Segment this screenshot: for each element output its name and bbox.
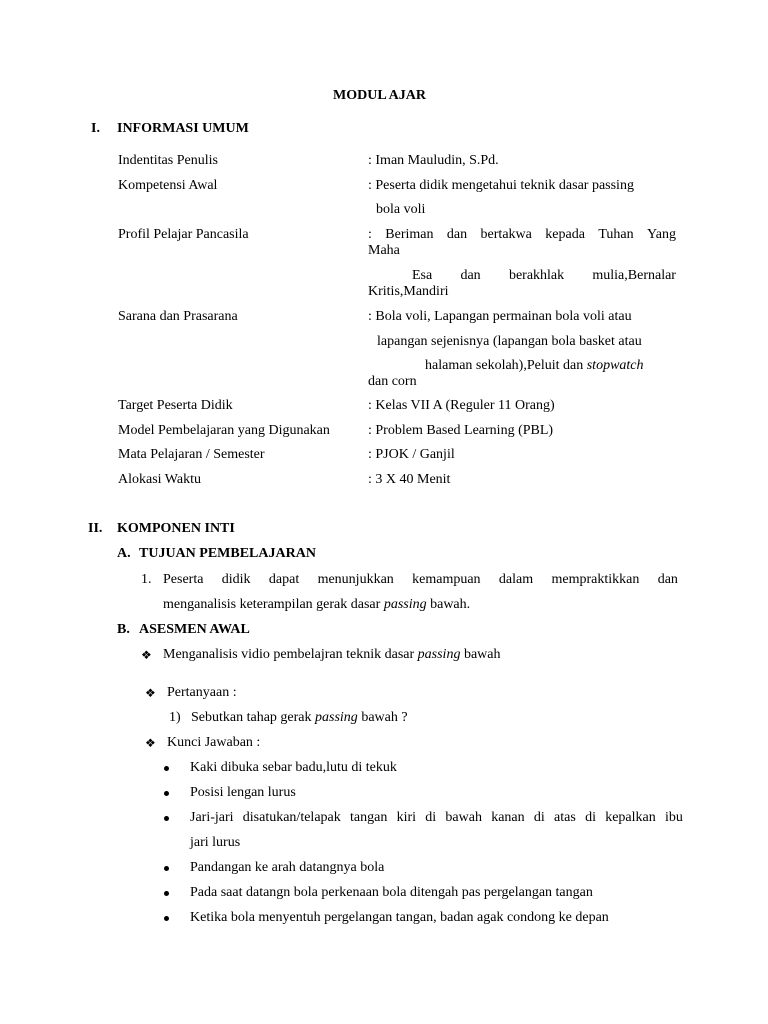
subsection-heading: ASESMEN AWAL <box>139 622 250 637</box>
word: kepada <box>545 227 585 242</box>
word: Yang <box>647 227 676 242</box>
section-number: I. <box>91 121 100 136</box>
section-number: II. <box>88 521 103 536</box>
section-heading: INFORMASI UMUM <box>117 121 249 136</box>
info-label: Kompetensi Awal <box>118 178 218 193</box>
list-item-continued <box>163 597 470 613</box>
word: Peserta <box>163 572 204 587</box>
round-bullet-icon <box>164 916 169 921</box>
diamond-bullet-icon: ❖ <box>145 686 156 700</box>
answer-item: Pada saat datangn bola perkenaan bola ditengah pas pergelangan tangan <box>190 885 593 900</box>
list-number: 1. <box>141 572 152 587</box>
info-value-justified <box>412 268 676 284</box>
word: bawah <box>445 810 482 825</box>
word: dan <box>460 268 481 283</box>
word: Jari-jari <box>190 810 234 825</box>
info-value-justified <box>368 227 676 243</box>
info-value-continued: lapangan sejenisnya (lapangan bola basket atau <box>377 334 642 349</box>
answer-item-continued: jari lurus <box>190 835 241 850</box>
answer-item: Posisi lengan lurus <box>190 785 296 800</box>
text: bawah ? <box>357 710 408 725</box>
word: : <box>368 227 372 242</box>
word: kemampuan <box>412 572 481 587</box>
question-number: 1) <box>169 710 181 725</box>
word: disatukan/telapak <box>242 810 341 825</box>
word: Tuhan <box>598 227 634 242</box>
word: dan <box>446 227 468 242</box>
word: Beriman <box>385 227 434 242</box>
info-value: : Problem Based Learning (PBL) <box>368 423 554 438</box>
word: di <box>585 810 596 825</box>
info-label: Indentitas Penulis <box>118 153 218 168</box>
section-heading: KOMPONEN INTI <box>117 521 235 536</box>
word: kanan <box>491 810 525 825</box>
round-bullet-icon <box>164 891 169 896</box>
info-label: Profil Pelajar Pancasila <box>118 227 249 242</box>
word: bertakwa <box>480 227 532 242</box>
word: ibu <box>664 810 683 825</box>
info-label: Model Pembelajaran yang Digunakan <box>118 423 330 438</box>
diamond-bullet-icon: ❖ <box>145 736 156 750</box>
subsection-letter: A. <box>117 546 131 561</box>
word: di <box>533 810 545 825</box>
italic-text: stopwatch <box>586 358 644 373</box>
round-bullet-icon <box>164 866 169 871</box>
answer-item-justified <box>190 810 683 826</box>
info-value: : PJOK / Ganjil <box>368 447 455 462</box>
info-label: Sarana dan Prasarana <box>118 309 238 324</box>
document-title: MODUL AJAR <box>333 88 426 103</box>
word: menunjukkan <box>317 572 394 587</box>
word: dan <box>657 572 678 587</box>
text: bawah <box>460 647 501 662</box>
round-bullet-icon <box>164 816 169 821</box>
word: atas <box>554 810 576 825</box>
info-value-continued: dan corn <box>368 374 417 389</box>
info-label: Alokasi Waktu <box>118 472 201 487</box>
diamond-bullet-icon: ❖ <box>141 648 152 662</box>
italic-text: passing <box>383 597 427 612</box>
answer-item: Kaki dibuka sebar badu,lutu di tekuk <box>190 760 397 775</box>
word: kiri <box>396 810 417 825</box>
italic-text: passing <box>417 647 461 662</box>
text: Menganalisis vidio pembelajran teknik dasar <box>163 647 418 662</box>
word: Esa <box>412 268 433 283</box>
word: didik <box>221 572 251 587</box>
info-value: : Bola voli, Lapangan permainan bola voli atau <box>368 309 632 324</box>
info-label: Target Peserta Didik <box>118 398 233 413</box>
subsection-heading: TUJUAN PEMBELAJARAN <box>139 546 316 561</box>
info-value: : Peserta didik mengetahui teknik dasar passing <box>368 178 634 193</box>
text: Sebutkan tahap gerak <box>191 710 316 725</box>
word: dapat <box>268 572 300 587</box>
italic-text: passing <box>315 710 358 725</box>
answer-item: Pandangan ke arah datangnya bola <box>190 860 385 875</box>
word: kepalkan <box>605 810 656 825</box>
info-value-continued: Maha <box>368 243 400 258</box>
word: berakhlak <box>508 268 565 283</box>
text: halaman sekolah),Peluit dan <box>425 358 587 373</box>
round-bullet-icon <box>164 766 169 771</box>
subsection-letter: B. <box>117 622 130 637</box>
info-value: : 3 X 40 Menit <box>368 472 451 487</box>
word: dalam <box>498 572 534 587</box>
info-value-continued <box>425 358 644 374</box>
pertanyaan-label: Pertanyaan : <box>167 685 237 700</box>
info-label: Mata Pelajaran / Semester <box>118 447 265 462</box>
info-value-continued: bola voli <box>376 202 426 217</box>
kunci-label: Kunci Jawaban : <box>167 735 261 750</box>
round-bullet-icon <box>164 791 169 796</box>
asesmen-item <box>163 647 501 663</box>
info-value: : Iman Mauludin, S.Pd. <box>368 153 499 168</box>
info-value: : Kelas VII A (Reguler 11 Orang) <box>368 398 555 413</box>
word: mempraktikkan <box>551 572 640 587</box>
question-text <box>191 710 408 726</box>
text: bawah. <box>426 597 471 612</box>
list-item-justified <box>163 572 678 588</box>
answer-item: Ketika bola menyentuh pergelangan tangan, badan agak condong ke depan <box>190 910 609 925</box>
word: di <box>425 810 437 825</box>
word: tangan <box>350 810 388 825</box>
word: mulia,Bernalar <box>592 268 676 283</box>
text: menganalisis keterampilan gerak dasar <box>163 597 384 612</box>
info-value-continued: Kritis,Mandiri <box>368 284 449 299</box>
